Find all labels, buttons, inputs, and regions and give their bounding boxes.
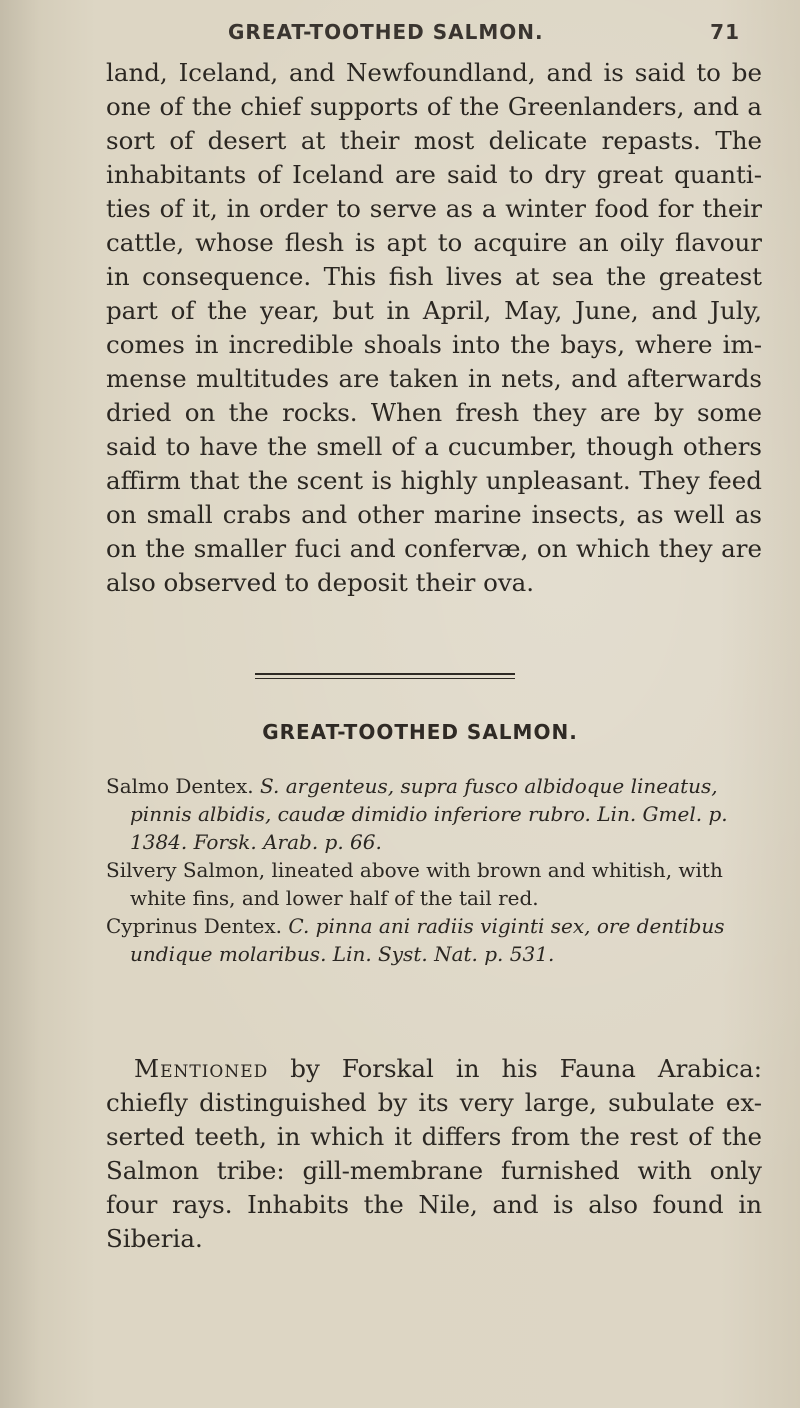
divider-line-top bbox=[255, 673, 515, 675]
running-title: GREAT-TOOTHED SALMON. bbox=[228, 20, 544, 44]
page-number: 71 bbox=[710, 20, 740, 44]
section-divider-rule bbox=[255, 673, 515, 679]
synonymy-italic: C. pinna ani radiis viginti sex, ore dentibus undique molaribus. Lin. Syst. Nat. p. 531. bbox=[130, 914, 725, 966]
section-title: GREAT-TOOTHED SALMON. bbox=[262, 720, 578, 744]
intro-paragraph-block bbox=[106, 56, 762, 600]
description-first-word: Mentioned bbox=[134, 1054, 269, 1083]
description-block bbox=[106, 1052, 762, 1256]
divider-line-bottom bbox=[255, 678, 515, 679]
synonymy-lead: Cyprinus Dentex. bbox=[106, 914, 283, 938]
description-paragraph bbox=[106, 1052, 762, 1256]
intro-paragraph: land, Iceland, and Newfoundland, and is said to be one of the chief supports of the Greenlanders, and a sort of desert at their most delicate repasts. The inhabitants of Iceland are said to dry great quanti-ties of it, in order to serve as a winter food for their cattle, whose flesh is apt to acquire an oily flavour in consequence. This fish lives at sea the greatest part of the year, but in April, May, June, and July, comes in incredible shoals into the bays, where im-mense multitudes are taken in nets, and afterwards dried on the rocks. When fresh they are by some said to have the smell of a cucumber, though others affirm that the scent is highly unpleasant. They feed on small crabs and other marine insects, as well as on the smaller fuci and confervæ, on which they are also observed to deposit their ova. bbox=[106, 58, 762, 597]
synonymy-block bbox=[106, 772, 762, 968]
synonymy-lead: Silvery Salmon, lineated above with brown and whitish, with white fins, and lower half of the tail red. bbox=[106, 858, 723, 910]
running-head bbox=[200, 8, 740, 48]
description-text: by Forskal in his Fauna Arabica: chiefly distinguished by its very large, subulate ex-serted teeth, in which it differs from the rest of the Salmon tribe: gill-membrane furnished with only four rays. Inhabits the Nile, and is also found in Siberia. bbox=[106, 1054, 762, 1253]
synonymy-italic: S. argenteus, supra fusco albidoque lineatus, pinnis albidis, caudæ dimidio inferiore rubro. Lin. Gmel. p. 1384. Forsk. Arab. p. 66. bbox=[130, 774, 728, 854]
synonymy-entry bbox=[106, 856, 762, 912]
synonymy-entry bbox=[106, 772, 762, 856]
synonymy-lead: Salmo Dentex. bbox=[106, 774, 254, 798]
synonymy-entry bbox=[106, 912, 762, 968]
page-gutter-shadow bbox=[0, 0, 40, 1408]
